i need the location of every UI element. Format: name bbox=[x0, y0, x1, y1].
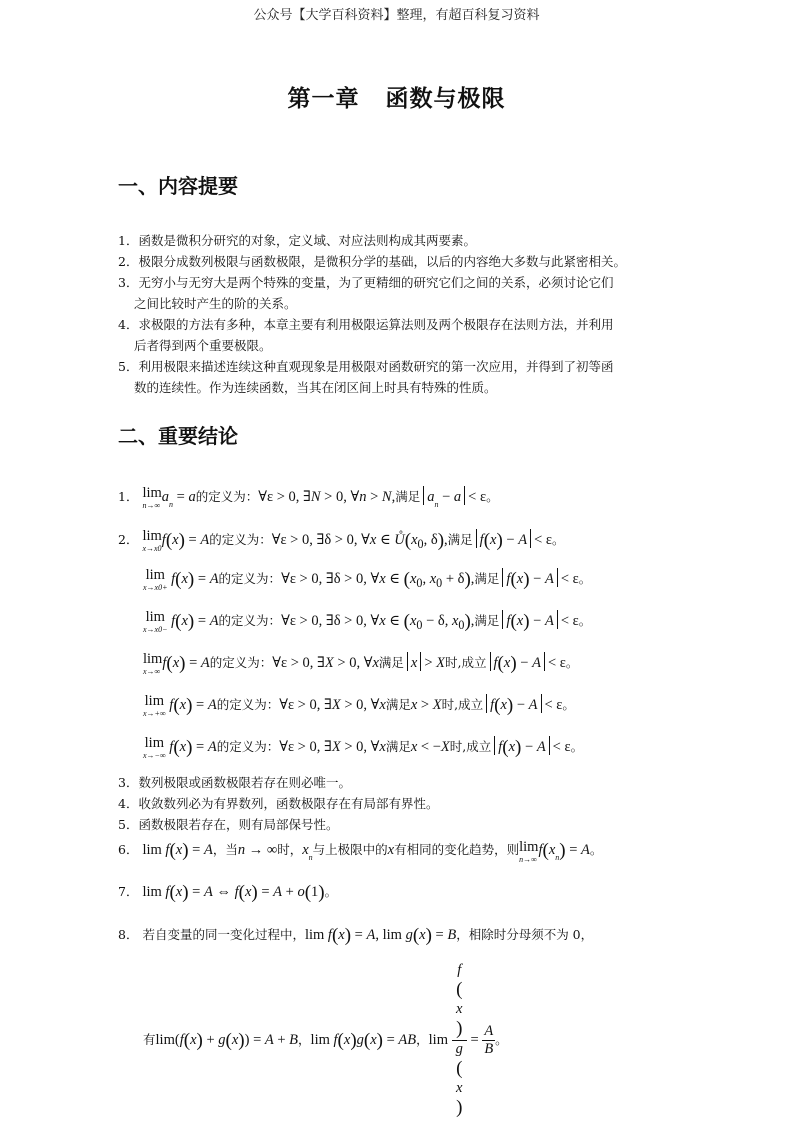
section-2-heading: 二、重要结论 bbox=[118, 424, 238, 448]
result-2-limit-at-infinity: lim x→∞ f(x) = A的定义为：∀ε > 0, ∃X > 0, ∀x满足 x > X时,成立 f(x) − A < ε。 bbox=[143, 651, 579, 676]
summary-list bbox=[118, 230, 678, 398]
result-1-sequence-limit: 1． lim n→∞ $a_n = a$的定义为：∀ε > 0, ∃N > 0, ∀n > N,满足 $a_n - a < \varepsilon$。 bbox=[118, 485, 499, 510]
result-6-heine: 6． lim f(x) = A，当n → ∞时，$x_n$与上极限中的x有相同的变化趋势，则lim n→∞ $f(x_n) = A$。 bbox=[118, 839, 603, 864]
result-5-sign-preserving: 5．函数极限若存在，则有局部保号性。 bbox=[118, 817, 339, 832]
result-2-limit-minus-infinity: lim x→−∞ f(x) = A的定义为：∀ε > 0, ∃X > 0, ∀x满足x < −X时,成立 f(x) − A < ε。 bbox=[143, 735, 584, 760]
section-1-heading: 一、内容提要 bbox=[118, 174, 238, 198]
result-4-boundedness: 4．收敛数列必为有界数列，函数极限存在有局部有界性。 bbox=[118, 796, 439, 811]
summary-item: 2．极限分成数列极限与函数极限，是微积分学的基础，以后的内容绝大多数与此紧密相关。 bbox=[118, 254, 626, 269]
result-3-uniqueness: 3．数列极限或函数极限若存在则必唯一。 bbox=[118, 775, 351, 790]
summary-item: 4．求极限的方法有多种，本章主要有利用极限运算法则及两个极限存在法则方法，并利用 后者得到两个重要极限。 bbox=[118, 317, 614, 353]
result-2-function-limit: 2． lim x→x0 f(x) = A的定义为：∀ε > 0, ∃δ > 0, ∀x ∈ $Ů(x_0$, δ),满足 f(x) − A < ε。 bbox=[118, 528, 565, 553]
result-2-left-limit: lim x→x0− f(x) = A的定义为：∀ε > 0, ∃δ > 0, ∀x ∈ ($x_0 - \delta$, $x_0$),满足 f(x) − A < ε。 bbox=[143, 609, 592, 634]
summary-item: 5．利用极限来描述连续这种直观现象是用极限对函数研究的第一次应用，并得到了初等函 数的连续性。作为连续函数，当其在闭区间上时具有特殊的性质。 bbox=[118, 359, 614, 395]
chapter-name: 函数与极限 bbox=[385, 85, 506, 112]
result-7-infinitesimal: 7． lim f(x) = A ⇔ f(x) = A + o(1)。 bbox=[118, 882, 338, 903]
summary-item: 3．无穷小与无穷大是两个特殊的变量，为了更精细的研究它们之间的关系，必须讨论它们 之间比较时产生的阶的关系。 bbox=[118, 275, 614, 311]
chapter-title bbox=[0, 80, 793, 113]
result-8-operations: 8． 若自变量的同一变化过程中，lim f(x) = A, lim g(x) = B，相除时分母须不为 0， bbox=[118, 925, 594, 946]
page-header: 公众号【大学百科资料】整理，有超百科复习资料 bbox=[253, 8, 540, 23]
result-2-limit-plus-infinity: lim x→+∞ f(x) = A的定义为：∀ε > 0, ∃X > 0, ∀x满足x > X时,成立 f(x) − A < ε。 bbox=[143, 693, 575, 718]
result-8-formulas: 有lim(f(x) + g(x)) = A + B，lim f(x)g(x) = AB，lim f ( x ) g ( x ) = $\frac{A}{B}$ 。 bbox=[143, 962, 508, 1118]
result-2-right-limit: lim x→x0+ f(x) = A的定义为：∀ε > 0, ∃δ > 0, ∀x ∈ ($x_0$, $x_0 + \delta$),满足 f(x) − A < ε。 bbox=[143, 567, 592, 592]
chapter-number: 第一章 bbox=[287, 85, 360, 112]
summary-item: 1．函数是微积分研究的对象，定义域、对应法则构成其两要素。 bbox=[118, 233, 476, 248]
